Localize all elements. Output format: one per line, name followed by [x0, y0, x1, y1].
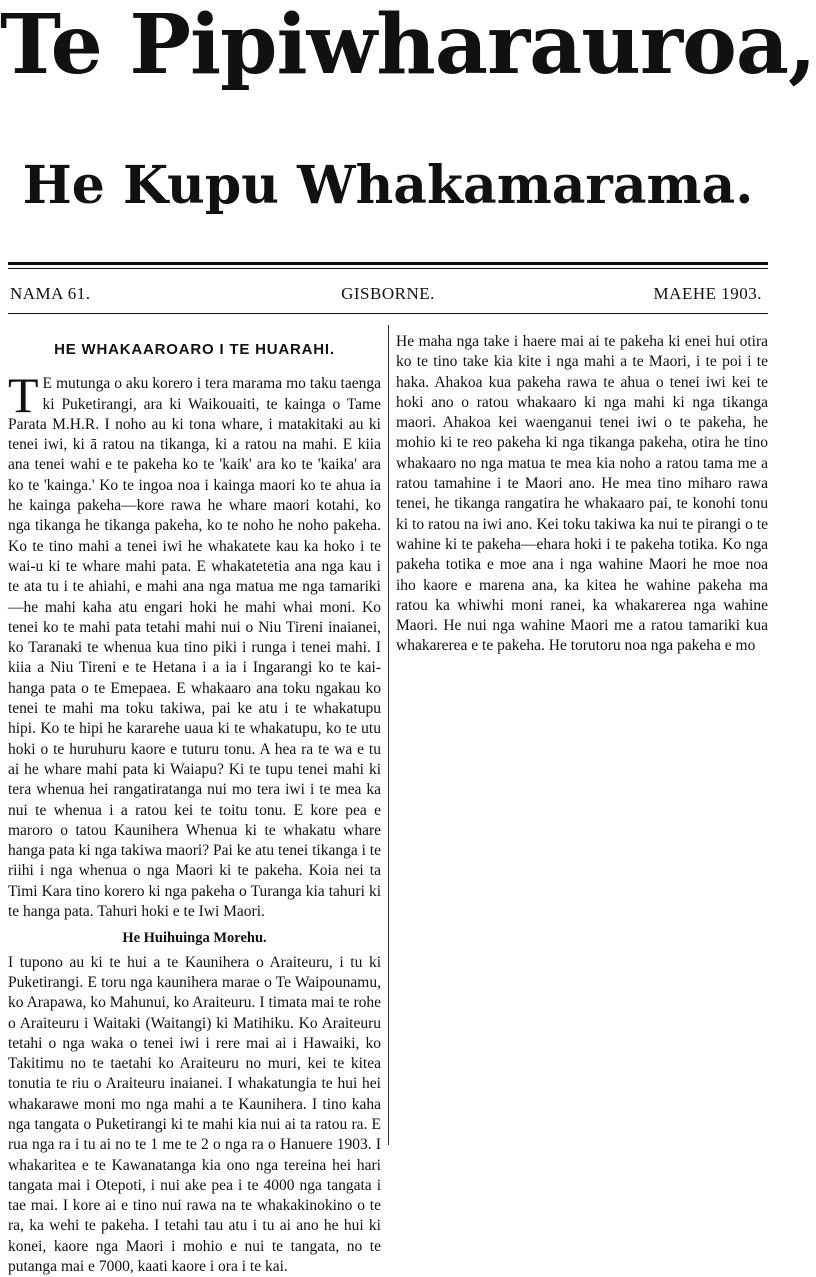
column-divider — [388, 325, 389, 1145]
column-left — [8, 340, 381, 1276]
article-paragraph-1 — [8, 367, 381, 922]
masthead-title: Te Pipiwharauroa, — [0, 0, 816, 93]
masthead-subtitle: He Kupu Whakamarama. — [22, 155, 754, 216]
article-paragraph-3: He maha nga take i haere mai ai te pakeha ki enei hui otira ko te tino take kia kite i nga mahi a te Maori, i te poi i te haka. Ahakoa kua pakeha rawa te ahua o tenei iwi kei te hoki ano o ratou whakaaro ki nga mahi ki nga tikanga maori. Ahakoa kei waenganui tenei iwi o te pakeha, he mohio ki te reo pakeha ki nga tikanga pakeha, otira he tino whakaaro no nga matua te mea kia noho a ratou tama me a ratou tamahine i te Maori ano. He mea tino miharo rawa tenei, he tikanga rangatira he whakaaro pai, te konohi tonu ki to ratou na iwi ano. Kei toku takiwa ka nui te pirangi o te wahine ki te pakeha—ehara hoki i te pakeha totika. Ko nga pakeha totika e moe ana i nga wahine Maori he moe noa iho kaore e marena ana, ka kitea he wahine pakeha ma ratou ka whiwhi moni ranei, ka whakarerea nga wahine Maori. He nui nga wahine Maori me a ratou tamariki kua whakarerea e te pakeha. He torutoru noa nga pakeha e mo — [396, 333, 768, 655]
issue-number: NAMA 61. — [10, 284, 91, 303]
header-rule-top-thin — [8, 268, 768, 269]
header-rule-bottom — [8, 313, 768, 314]
article-headline: HE WHAKAAROARO I TE HUARAHI. — [54, 341, 335, 358]
issue-date: MAEHE 1903. — [653, 284, 762, 303]
drop-cap: T — [8, 367, 39, 424]
header-rule-top — [8, 262, 768, 265]
section-subhead: He Huihuinga Morehu. — [122, 930, 267, 947]
column-right — [396, 322, 768, 1145]
dateline-place: GISBORNE. — [341, 284, 435, 303]
article-paragraph-2: I tupono au ki te hui a te Kaunihera o Araiteuru, i tu ki Puketirangi. E toru nga kaunihera marae o Te Waipounamu, ko Arapawa, ko Mahunui, ko Araiteuru. I timata mai te rohe o Araiteuru i Waitaki (Waitangi) ki Matihiku. Ko Araiteuru tetahi o nga waka o tenei iwi i rere mai ai i Hawaiki, ko Takitimu no te taetahi ko Araiteuru no muri, kei te kitea tonutia te riu o Araiteuru inaianei. I whakatungia te hui hei whakarawe moni mo nga mahi a te Kaunihera. I tino kaha nga tangata o Puketirangi ki te mahi kia nui ai ta ratou ra. E rua nga ra i tu ai no te 1 me te 2 o nga ra o Hanuere 1903. I whakaritea e te Kawanatanga kia ono nga tereina hei hari tangata mai i Otepoti, i nui ake pea i te 4000 nga tangata i tae mai. I kore ai e tino nui rawa na te whakakinokino o te ra, ka wehi te pakeha. I tetahi tau atu i tu ai ano he hui ki konei, kaore nga Maori i mohio e nui te tangata, no te putanga mai e 7000, kaati kaore i ora i te kai. — [8, 953, 381, 1276]
paragraph-1-text: E mutunga o aku korero i tera marama mo taku taenga ki Puketirangi, ara ki Waikouaiti, te kainga o Tame Parata M.H.R. I noho au ki tona whare, i matakitaki au ki tenei iwi, ki ā ratou na tikanga, ki a ratou na mahi. E kiia ana tenei wahi e te pakeha ko te 'kaik' ara ko te 'kaika' ara ko te 'kainga.' Ko te ingoa noa i kainga maori ko te ahua ia he kainga pakeha—kore rawa he whare maori kotahi, ko nga tikanga he tikanga pakeha, ko te noho he noho pakeha. Ko te tino mahi a tenei iwi he whakatete kau ka hoko i te wai-u ki te whare mahi pata. E whakatetetia ana nga kau i te ata tu i te ahiahi, e mahi ana nga matua me nga tamariki—he mahi kaha atu engari hoki he mahi whai moni. Ko tenei ko te mahi pata tetahi mahi nui o Niu Tireni inaianei, ko Taranaki te whenua kua tino piki i runga i tenei mahi. I kiia a Niu Tireni e te Hetana i a ia i Ingarangi ko te kai-hanga pata o te Emepaea. E whakaaro ana toku ngakau ko tenei te mahi ma toku takiwa, pai ke atu i te whakatupu hipi. Ko te hipi he kararehe uaua ki te whakatupu, ko te utu hoki o te huruhuru kaore e tuturu tonu. A hea ra te wa e tu ai he whare mahi pata ki Waiapu? Ki te tupu tenei mahi ki tera whenua hei rangatiratanga nui mo tera iwi i te mea ka nui te whenua i a ratou kei te toitu tonu. E kore pea e maroro o tatou Kaunihera Whenua ki te whakatu whare hanga pata ki nga takiwa maori? Pai ke atu tenei tikanga i te riihi i nga whenua o nga Maori ki te pakeha. Koia nei ta Timi Kara tino korero ki nga pakeha o Turanga kia tahuri ki te hanga pata. Tahuri hoki e te Iwi Maori. — [8, 375, 381, 921]
